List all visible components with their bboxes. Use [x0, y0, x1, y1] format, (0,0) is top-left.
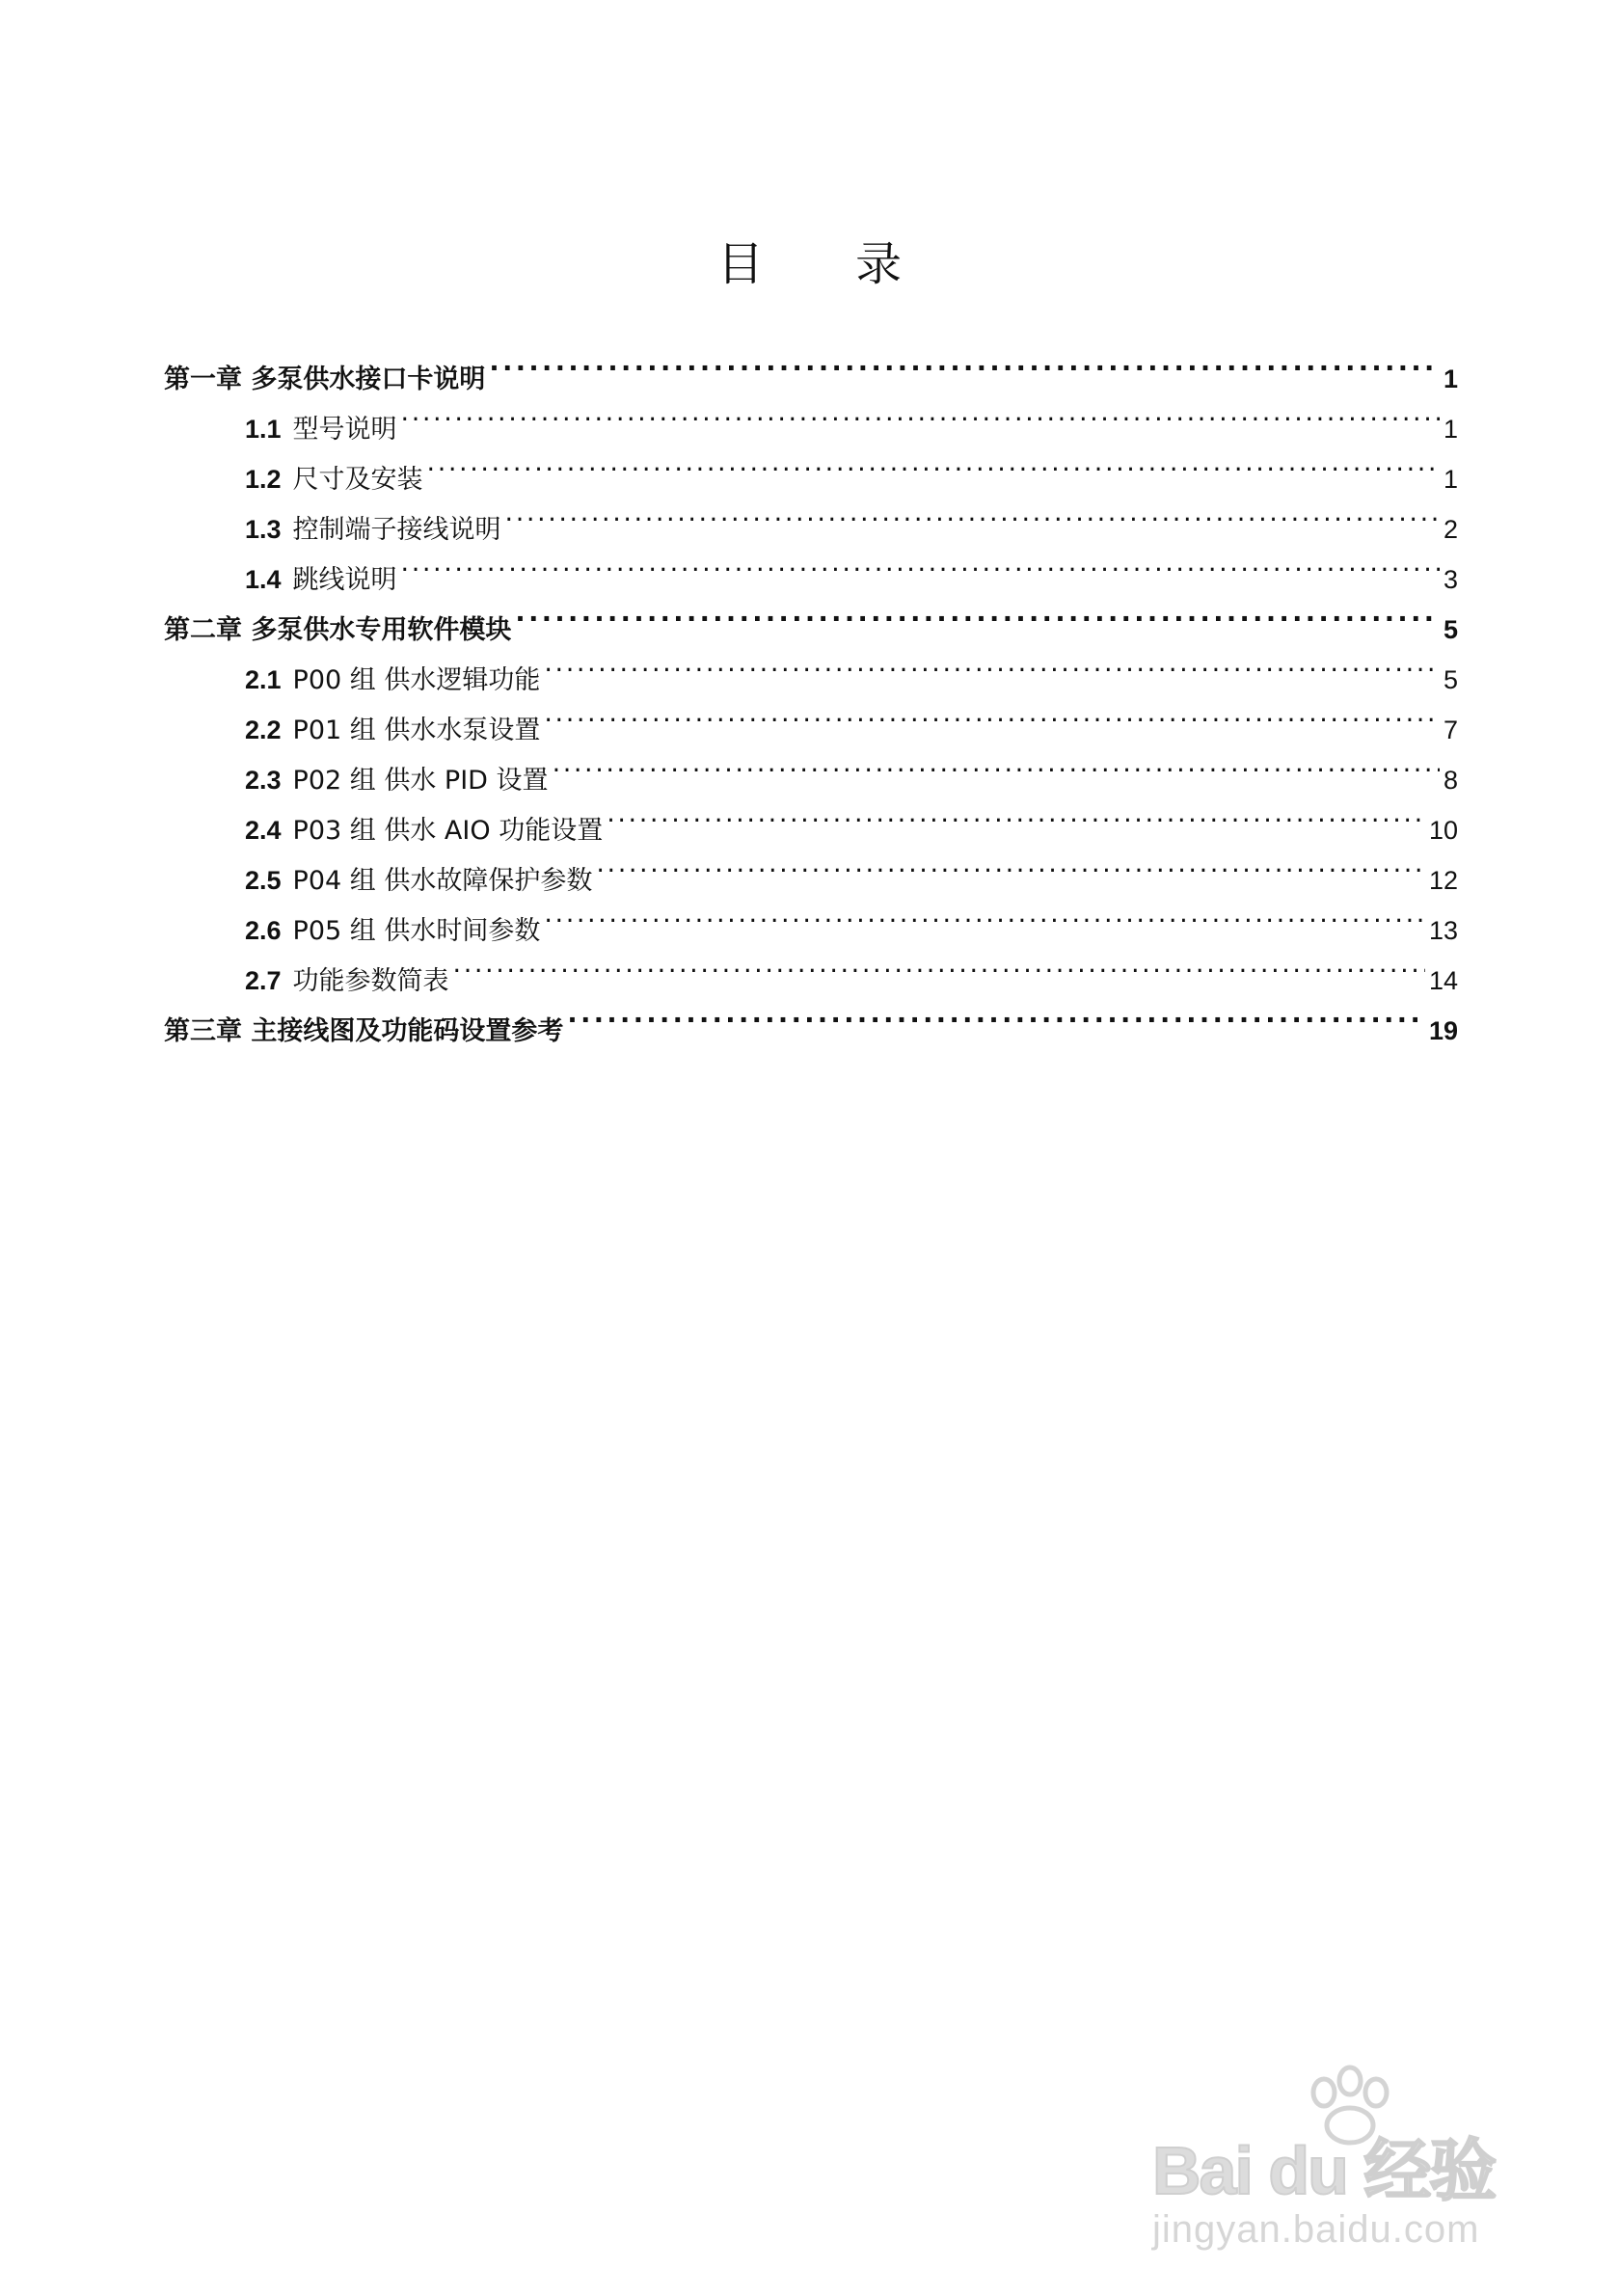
toc-entry-label: P05 组 供水时间参数 [292, 916, 541, 946]
toc-page-number: 12 [1428, 866, 1458, 895]
dot-leader [596, 839, 1425, 889]
dot-leader [544, 638, 1440, 689]
toc-page-number: 1 [1443, 365, 1458, 393]
toc-page-number: 8 [1443, 766, 1458, 795]
toc-entry-label: 第三章 主接线图及功能码设置参考 [164, 1016, 564, 1046]
toc-entry-label: P01 组 供水水泵设置 [292, 716, 541, 745]
toc-entry-label: 功能参数简表 [292, 966, 449, 996]
toc-page-number: 5 [1443, 615, 1458, 644]
baidu-jingyan-watermark [1152, 2064, 1557, 2266]
toc-section-number: 2.1 [245, 665, 282, 694]
dot-leader [401, 388, 1440, 438]
toc-page-number: 13 [1428, 916, 1458, 945]
dot-leader [515, 588, 1440, 638]
dot-leader [427, 438, 1440, 488]
toc-entry-label: P02 组 供水 PID 设置 [292, 766, 549, 796]
toc-entry-label: 控制端子接线说明 [292, 515, 501, 545]
dot-leader [567, 989, 1425, 1040]
dot-leader [544, 889, 1425, 939]
toc-entry-label: 第二章 多泵供水专用软件模块 [164, 615, 512, 645]
toc-section-number: 2.7 [245, 966, 282, 995]
dot-leader [453, 939, 1425, 989]
toc-section-number: 2.4 [245, 816, 282, 845]
toc-page-number: 3 [1443, 565, 1458, 594]
page-title: 目 录 [716, 237, 941, 291]
dot-leader [505, 488, 1440, 538]
toc-section-number: 1.3 [245, 515, 282, 544]
toc-entry-label: P03 组 供水 AIO 功能设置 [292, 816, 604, 846]
toc-page-number: 1 [1443, 465, 1458, 494]
toc-entry-label: P04 组 供水故障保护参数 [292, 866, 593, 896]
toc-entry-label: 型号说明 [292, 415, 397, 445]
toc-chapter-1[interactable] [164, 338, 1458, 394]
toc-page-number: 10 [1428, 816, 1458, 845]
toc-section-number: 1.1 [245, 415, 282, 444]
toc-section-number: 1.2 [245, 465, 282, 494]
dot-leader [544, 689, 1440, 739]
toc-section-number: 2.2 [245, 716, 282, 744]
toc-entry-label: 跳线说明 [292, 565, 397, 595]
watermark-logo-text: Bai du 经验 [1152, 2133, 1496, 2208]
toc-page-number: 7 [1443, 716, 1458, 744]
toc-page-number: 5 [1443, 665, 1458, 694]
toc-entry-label: P00 组 供水逻辑功能 [292, 665, 541, 695]
dot-leader [553, 739, 1440, 789]
toc-page-number: 2 [1443, 515, 1458, 544]
toc-page-number: 1 [1443, 415, 1458, 444]
toc-section-number: 2.5 [245, 866, 282, 895]
toc-section-number: 1.4 [245, 565, 282, 594]
toc-entry-label: 尺寸及安装 [292, 465, 423, 495]
toc-page-number: 19 [1428, 1016, 1458, 1045]
table-of-contents [164, 338, 1458, 1046]
dot-leader [489, 338, 1440, 388]
toc-entry-label: 第一章 多泵供水接口卡说明 [164, 365, 486, 394]
toc-section-number: 2.3 [245, 766, 282, 795]
watermark-url: jingyan.baidu.com [1152, 2208, 1480, 2251]
dot-leader [401, 538, 1440, 588]
toc-page-number: 14 [1428, 966, 1458, 995]
dot-leader [607, 789, 1425, 839]
toc-section-number: 2.6 [245, 916, 282, 945]
